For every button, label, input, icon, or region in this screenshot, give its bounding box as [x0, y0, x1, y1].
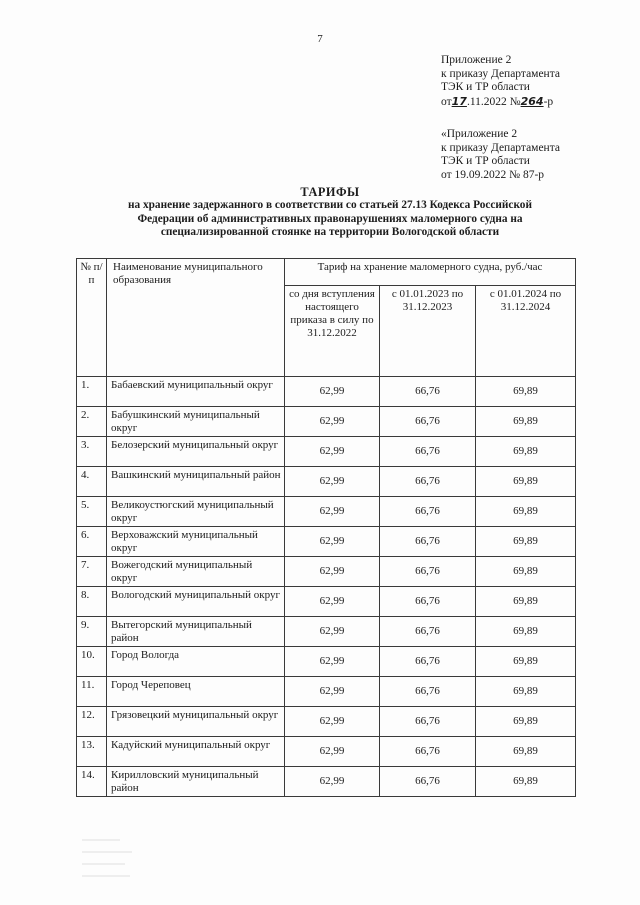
row-value-2024: 69,89	[476, 767, 576, 797]
row-value-2022: 62,99	[285, 647, 380, 677]
title-line: Федерации об административных правонарушениях маломерного судна на	[137, 212, 523, 225]
row-value-2023: 66,76	[380, 767, 476, 797]
table-row	[77, 767, 576, 797]
row-number: 14.	[77, 767, 107, 797]
header-period: со дня вступления настоящего приказа в силу по 31.12.2022	[285, 286, 380, 377]
row-value-2024: 69,89	[476, 647, 576, 677]
row-value-2023: 66,76	[380, 437, 476, 467]
title-line: специализированной стоянке на территории Вологодской области	[160, 226, 500, 239]
row-municipality: Бабаевский муниципальный округ	[107, 377, 285, 407]
table-row	[77, 557, 576, 587]
row-value-2022: 62,99	[285, 557, 380, 587]
row-value-2022: 62,99	[285, 407, 380, 437]
date-mid: .11.2022 №	[466, 95, 521, 108]
row-municipality: Вожегодский муниципальный округ	[107, 557, 285, 587]
row-value-2022: 62,99	[285, 527, 380, 557]
header-period: с 01.01.2024 по 31.12.2024	[476, 286, 576, 377]
row-municipality: Великоустюгский муниципальный округ	[107, 497, 285, 527]
row-number: 9.	[77, 617, 107, 647]
row-number: 8.	[77, 587, 107, 617]
row-value-2023: 66,76	[380, 677, 476, 707]
appendix-previous	[441, 128, 560, 182]
row-value-2023: 66,76	[380, 707, 476, 737]
table-row	[77, 647, 576, 677]
table-row	[77, 617, 576, 647]
row-municipality: Грязовецкий муниципальный округ	[107, 707, 285, 737]
table-row	[77, 467, 576, 497]
row-value-2023: 66,76	[380, 557, 476, 587]
header-number: № п/п	[77, 259, 107, 377]
tariff-table	[76, 258, 576, 797]
table-row	[77, 587, 576, 617]
row-value-2023: 66,76	[380, 647, 476, 677]
header-tariff: Тариф на хранение маломерного судна, руб./час	[285, 259, 576, 286]
header-period: с 01.01.2023 по 31.12.2023	[380, 286, 476, 377]
table-row	[77, 737, 576, 767]
row-number: 1.	[77, 377, 107, 407]
row-municipality: Вытегорский муниципальный район	[107, 617, 285, 647]
row-value-2022: 62,99	[285, 767, 380, 797]
appendix-line: ТЭК и ТР области	[441, 155, 530, 168]
row-municipality: Бабушкинский муниципальный округ	[107, 407, 285, 437]
header-municipality: Наименование муниципального образования	[107, 259, 285, 377]
row-municipality: Вашкинский муниципальный район	[107, 467, 285, 497]
row-number: 6.	[77, 527, 107, 557]
row-value-2022: 62,99	[285, 707, 380, 737]
row-municipality: Кадуйский муниципальный округ	[107, 737, 285, 767]
row-value-2024: 69,89	[476, 407, 576, 437]
handwritten-number: 264	[520, 94, 544, 108]
scan-artifact	[80, 832, 140, 887]
row-number: 10.	[77, 647, 107, 677]
row-number: 7.	[77, 557, 107, 587]
handwritten-day: 17	[451, 94, 467, 108]
title-line: на хранение задержанного в соответствии со статьей 27.13 Кодекса Российской	[128, 199, 532, 212]
row-value-2023: 66,76	[380, 467, 476, 497]
document-title	[70, 186, 590, 240]
row-value-2023: 66,76	[380, 587, 476, 617]
row-value-2024: 69,89	[476, 677, 576, 707]
row-value-2024: 69,89	[476, 497, 576, 527]
row-value-2022: 62,99	[285, 377, 380, 407]
row-value-2023: 66,76	[380, 617, 476, 647]
row-value-2024: 69,89	[476, 617, 576, 647]
date-suffix: -р	[543, 95, 554, 108]
row-number: 2.	[77, 407, 107, 437]
table-row	[77, 437, 576, 467]
row-number: 3.	[77, 437, 107, 467]
row-value-2023: 66,76	[380, 737, 476, 767]
row-value-2024: 69,89	[476, 557, 576, 587]
appendix-line: к приказу Департамента	[441, 67, 560, 80]
appendix-line: ТЭК и ТР области	[441, 81, 530, 94]
row-number: 11.	[77, 677, 107, 707]
table-row	[77, 677, 576, 707]
table-row	[77, 527, 576, 557]
row-municipality: Кирилловский муниципальный район	[107, 767, 285, 797]
row-value-2022: 62,99	[285, 437, 380, 467]
row-value-2024: 69,89	[476, 707, 576, 737]
row-value-2022: 62,99	[285, 497, 380, 527]
row-value-2024: 69,89	[476, 467, 576, 497]
row-municipality: Белозерский муниципальный округ	[107, 437, 285, 467]
appendix-line: Приложение 2	[441, 54, 512, 66]
row-value-2023: 66,76	[380, 377, 476, 407]
row-number: 12.	[77, 707, 107, 737]
row-value-2024: 69,89	[476, 377, 576, 407]
row-value-2024: 69,89	[476, 587, 576, 617]
row-value-2022: 62,99	[285, 467, 380, 497]
row-municipality: Вологодский муниципальный округ	[107, 587, 285, 617]
appendix-date-line	[441, 95, 560, 110]
title-main: ТАРИФЫ	[300, 185, 360, 199]
date-prefix: от	[441, 95, 452, 108]
row-value-2022: 62,99	[285, 677, 380, 707]
row-value-2022: 62,99	[285, 617, 380, 647]
row-value-2023: 66,76	[380, 527, 476, 557]
row-number: 4.	[77, 467, 107, 497]
appendix-line: от 19.09.2022 № 87-р	[441, 168, 545, 181]
row-value-2024: 69,89	[476, 737, 576, 767]
page-number: 7	[317, 33, 323, 45]
row-municipality: Город Череповец	[107, 677, 285, 707]
row-value-2023: 66,76	[380, 407, 476, 437]
row-value-2022: 62,99	[285, 587, 380, 617]
table-row	[77, 497, 576, 527]
row-value-2022: 62,99	[285, 737, 380, 767]
appendix-current	[441, 54, 560, 109]
row-municipality: Верховажский муниципальный округ	[107, 527, 285, 557]
row-municipality: Город Вологда	[107, 647, 285, 677]
table-row	[77, 377, 576, 407]
row-value-2024: 69,89	[476, 527, 576, 557]
table-row	[77, 707, 576, 737]
row-number: 5.	[77, 497, 107, 527]
row-value-2023: 66,76	[380, 497, 476, 527]
row-value-2024: 69,89	[476, 437, 576, 467]
appendix-line: к приказу Департамента	[441, 141, 560, 154]
table-row	[77, 407, 576, 437]
row-number: 13.	[77, 737, 107, 767]
appendix-line: «Приложение 2	[441, 128, 518, 140]
